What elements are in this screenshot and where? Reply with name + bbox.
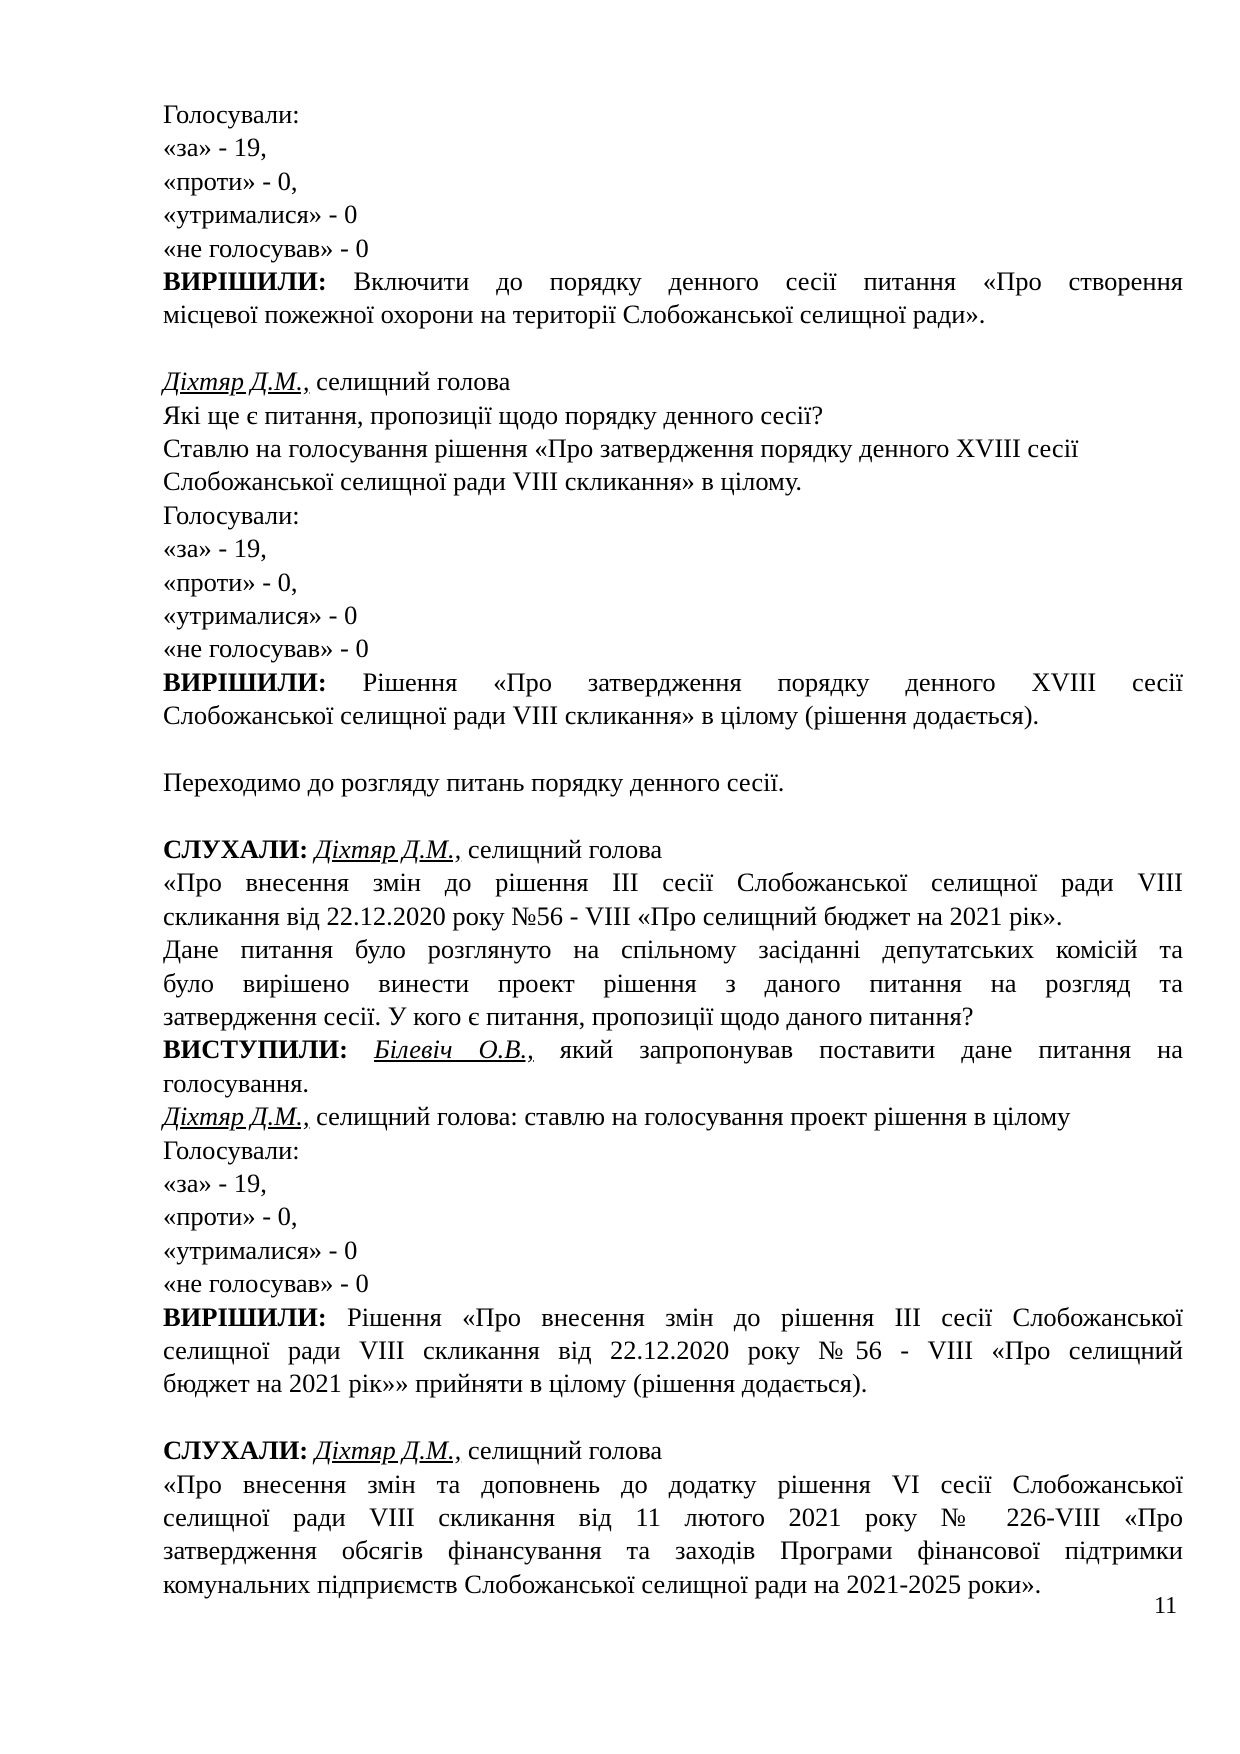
heard-label: СЛУХАЛИ: [163, 1435, 309, 1466]
decision-line: ВИРІШИЛИ: Рішення «Про внесення змін до рішення ІІІ сесії Слобожанської [163, 1301, 1183, 1332]
paragraph-line: Які ще є питання, пропозиції щодо порядку денного сесії? [163, 399, 824, 430]
decision-line: ВИРІШИЛИ: Включити до порядку денного сесії питання «Про створення [163, 266, 1183, 297]
paragraph-line: Дане питання було розглянуто на спільному засіданні депутатських комісій та [163, 934, 1183, 965]
chair-line: Діхтяр Д.М., селищний голова: ставлю на голосування проект рішення в цілому [163, 1101, 1071, 1132]
decision-label: ВИРІШИЛИ: [163, 1301, 327, 1332]
vote-for: «за» - 19, [163, 1167, 267, 1198]
paragraph-line: Слобожанської селищної ради VIII скликання» в цілому. [163, 466, 803, 497]
speaker-name: Діхтяр Д.М., [163, 366, 310, 397]
vote-not-voted: «не голосував» - 0 [163, 633, 369, 664]
vote-against: «проти» - 0, [163, 165, 298, 196]
paragraph-line: «Про внесення змін та доповнень до додатку рішення VI сесії Слобожанської [163, 1468, 1183, 1499]
transition-text: Переходимо до розгляду питань порядку денного сесії. [163, 767, 785, 798]
page-number: 11 [1154, 1593, 1178, 1619]
decision-label: ВИРІШИЛИ: [163, 666, 327, 697]
vote-for: «за» - 19, [163, 132, 267, 163]
paragraph-line: «Про внесення змін до рішення ІІІ сесії Слобожанської селищної ради VIII [163, 867, 1183, 898]
vote-abstained: «утрималися» - 0 [163, 199, 358, 230]
heard-line: СЛУХАЛИ: Діхтяр Д.М., селищний голова [163, 1435, 663, 1466]
vote-for: «за» - 19, [163, 533, 267, 564]
paragraph-line: комунальних підприємств Слобожанської селищної ради на 2021-2025 роки». [163, 1568, 1042, 1599]
paragraph-line: Ставлю на голосування рішення «Про затвердження порядку денного XVIII сесії [163, 433, 1079, 464]
vote-heading: Голосували: [163, 99, 300, 129]
vote-abstained: «утрималися» - 0 [163, 1234, 358, 1265]
paragraph-line: голосування. [163, 1067, 310, 1098]
vote-not-voted: «не голосував» - 0 [163, 1268, 369, 1299]
paragraph-line: скликання від 22.12.2020 року №56 - VIII «Про селищний бюджет на 2021 рік». [163, 900, 1063, 931]
paragraph-line: було вирішено винести проект рішення з даного питання на розгляд та [163, 967, 1183, 998]
heard-line: СЛУХАЛИ: Діхтяр Д.М., селищний голова [163, 833, 663, 864]
vote-not-voted: «не голосував» - 0 [163, 232, 369, 263]
vote-heading: Голосували: [163, 499, 300, 530]
decision-text: бюджет на 2021 рік»» прийняти в цілому (рішення додається). [163, 1368, 868, 1399]
decision-text: Слобожанської селищної ради VIII скликання» в цілому (рішення додається). [163, 700, 1040, 731]
vote-against: «проти» - 0, [163, 566, 298, 597]
decision-label: ВИРІШИЛИ: [163, 266, 327, 297]
paragraph-line: затвердження сесії. У кого є питання, пропозиції щодо даного питання? [163, 1000, 974, 1031]
vote-abstained: «утрималися» - 0 [163, 600, 358, 631]
decision-text: місцевої пожежної охорони на території Слобожанської селищної ради». [163, 299, 986, 330]
vote-against: «проти» - 0, [163, 1201, 298, 1232]
heard-label: СЛУХАЛИ: [163, 833, 309, 864]
speech-label: ВИСТУПИЛИ: [163, 1034, 348, 1065]
paragraph-line: селищної ради VIII скликання від 11 лютого 2021 року № 226-VIII «Про [163, 1502, 1183, 1532]
speaker-name: Білевіч О.В., [374, 1034, 534, 1065]
paragraph-line: затвердження обсягів фінансування та заходів Програми фінансової підтримки [163, 1535, 1183, 1566]
speaker-name: Діхтяр Д.М., [314, 833, 462, 864]
vote-heading: Голосували: [163, 1134, 300, 1165]
decision-text: селищної ради VIII скликання від 22.12.2020 року №56 - VIII «Про селищний [163, 1334, 1183, 1365]
speech-line: ВИСТУПИЛИ: Білевіч О.В., який запропонував поставити дане питання на [163, 1034, 1183, 1065]
speaker-name: Діхтяр Д.М., [314, 1435, 462, 1466]
speaker-name: Діхтяр Д.М., [163, 1101, 310, 1132]
document-page [163, 98, 1183, 1601]
decision-line: ВИРІШИЛИ: Рішення «Про затвердження порядку денного XVIII сесії [163, 666, 1183, 697]
speaker-line: Діхтяр Д.М., селищний голова [163, 366, 511, 397]
